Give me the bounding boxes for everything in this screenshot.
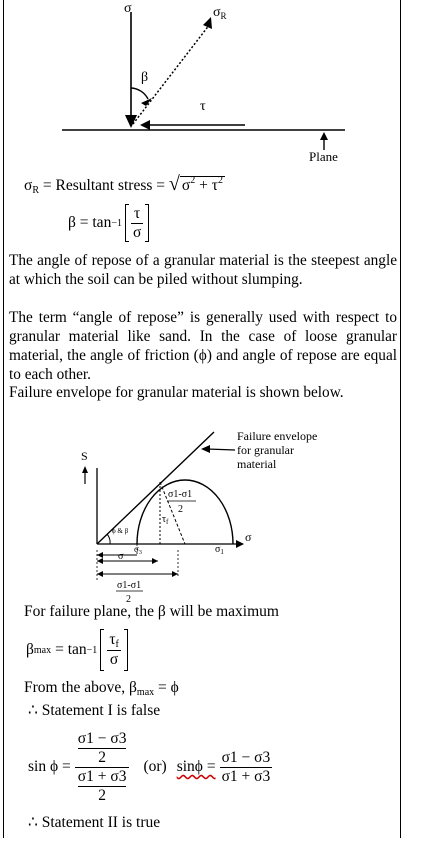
sin-phi-big-fraction: σ1 − σ3 2 σ1 + σ3 2 [75, 730, 130, 805]
sigma-axis-label: σ [245, 530, 252, 544]
tau-label: τ [200, 99, 206, 114]
statement-1-conclusion: ∴ Statement I is false [28, 702, 161, 719]
sigma-axis-arrow [236, 540, 244, 548]
bottom-frac-num: σ1-σ1 [117, 580, 142, 591]
from-above-text: From the above, $\beta_{max} = \phi$ [24, 679, 179, 698]
sigma3-dim-arrow [97, 552, 103, 558]
s-arrowhead [82, 466, 88, 473]
resultant-arrowhead [203, 17, 212, 29]
sigma-dim-arrow-left [97, 558, 103, 564]
angle-label: ϕ & β [112, 527, 129, 535]
mohr-circle-diagram [0, 420, 423, 610]
stress-vector-diagram [0, 0, 423, 170]
bottom-dim-arrow-right [172, 571, 178, 577]
sin-phi-fraction-2: $\frac{\sigma 1 - \sigma 3}{\sigma 1 + \sigma 3}$ [221, 748, 271, 785]
sigma-arrowhead [125, 115, 137, 128]
beta-label: β [141, 70, 149, 85]
angle-arc [107, 534, 110, 544]
bottom-frac-den: 2 [126, 594, 131, 605]
paragraph-term-usage: The term “angle of repose” is generally used with respect to granular material like sand. In the case of loose granular material, the angle of friction (ϕ) and angle of repose are equal to each other. [9, 309, 397, 383]
envelope-pointer-head [201, 445, 210, 453]
envelope-label-3: material [237, 457, 277, 471]
sin-phi-equation: sin ϕ = σ1 − σ3 2 σ1 + σ3 2 (or) sinϕ = $\frac{\sigma 1 - \sigma 3}{\sigma 1 + \sigma 3}$ [28, 729, 271, 804]
plane-pointer-head [320, 132, 328, 140]
bottom-dim-arrow-left [97, 571, 103, 577]
statement-2-conclusion: ∴ Statement II is true [28, 814, 161, 831]
sigma-r-label: $\sigma_R$ [213, 5, 227, 21]
beta-max-equation: β max = tan −1 $\frac{\tau_f}{\sigma}$ [26, 628, 128, 672]
envelope-pointer [207, 449, 235, 450]
paragraph-angle-of-repose: The angle of repose of a granular material is the steepest angle at which the soil can be piled without slumping. [9, 252, 397, 288]
s-axis-label: S [81, 449, 88, 463]
tau-arrowhead [140, 120, 150, 130]
beta-equation: β = tan −1 $\frac{\tau}{\sigma}$ [68, 203, 149, 243]
sigma3-label: $\sigma_3$ [134, 544, 142, 556]
plane-label: Plane [309, 149, 338, 164]
paragraph-failure-envelope-intro: Failure envelope for granular material is shown below. [9, 384, 344, 401]
resultant-stress-equation: $\sigma_R$ = Resultant stress = √ $\sigma^2 + \tau^2$ [24, 173, 223, 196]
envelope-label-1: Failure envelope [237, 429, 318, 443]
envelope-label-2: for granular [237, 443, 294, 457]
failure-plane-text: For failure plane, the β will be maximum [24, 603, 279, 620]
sigma-label: σ [124, 1, 132, 16]
tau-f-label: $\tau_f$ [162, 514, 169, 526]
sigma-dim-arrow-right [152, 558, 158, 564]
sigma-dim-label: σ [118, 551, 124, 562]
radius-frac-den: 2 [178, 504, 183, 515]
sigma1-label: $\sigma_1$ [215, 544, 224, 556]
beta-arc [131, 88, 148, 99]
radius-frac-num: σ1-σ1 [168, 489, 193, 500]
